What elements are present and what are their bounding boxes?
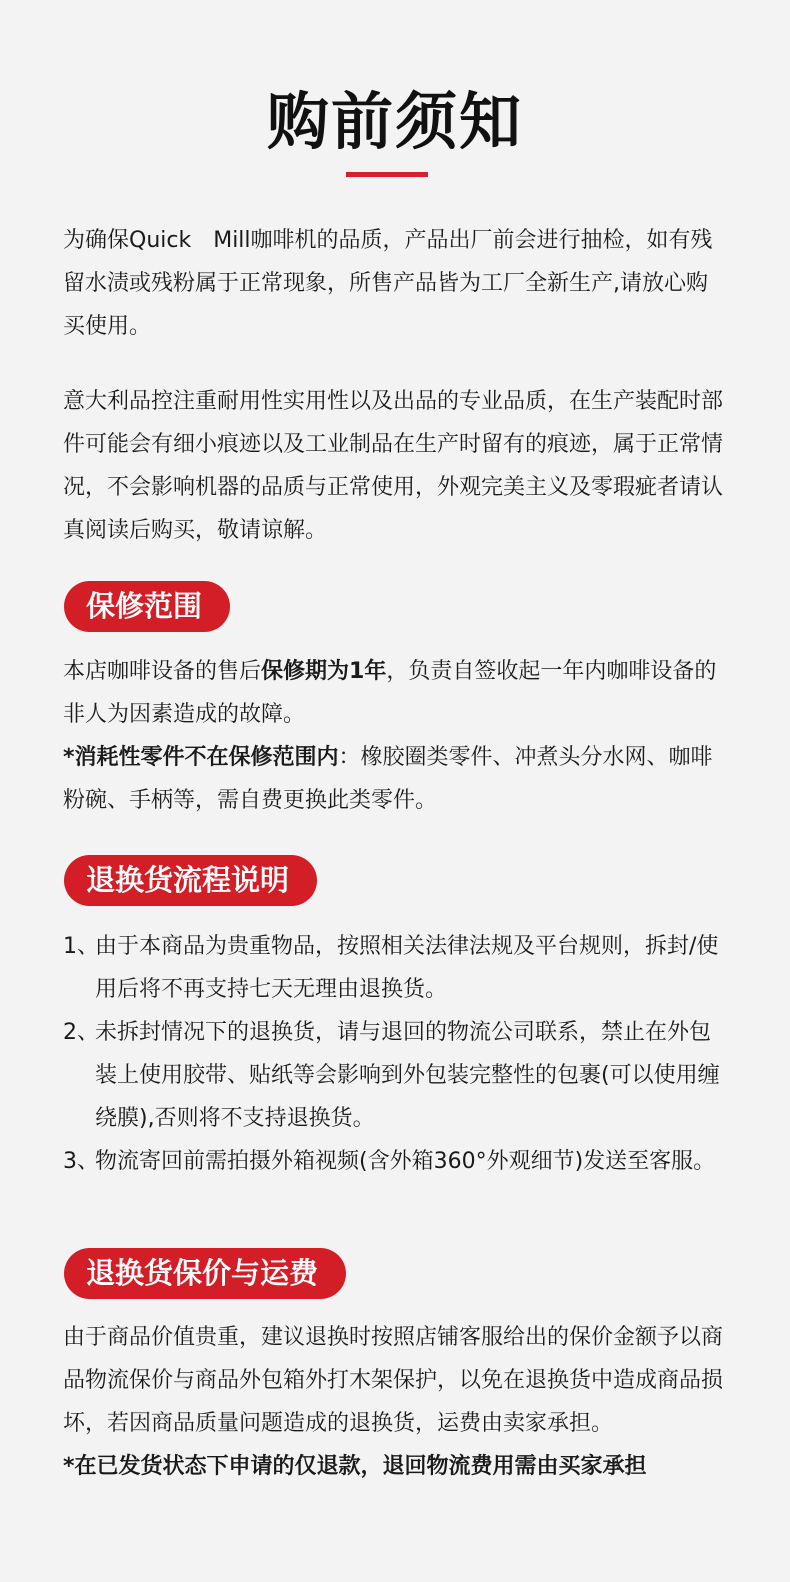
list-item-number: 3、 bbox=[63, 1149, 99, 1174]
intro-section bbox=[63, 219, 727, 348]
list-item bbox=[63, 925, 727, 1011]
warranty-text-c: ，负责自签收起一年内咖啡设备的非人为因素造成的故障。 bbox=[63, 659, 717, 727]
consumables-paragraph bbox=[63, 736, 727, 822]
shipping-heading: 退换货保价与运费 bbox=[64, 1248, 346, 1299]
refund-note: *在已发货状态下申请的仅退款，退回物流费用需由买家承担 bbox=[63, 1454, 647, 1479]
warranty-section bbox=[63, 650, 727, 822]
warranty-text-a: 本店咖啡设备的售后 bbox=[63, 659, 262, 684]
intro-section-2 bbox=[63, 380, 727, 552]
intro-paragraph-2: 意大利品控注重耐用性实用性以及出品的专业品质，在生产装配时部件可能会有细小痕迹以及工业制品在生产时留有的痕迹，属于正常情况，不会影响机器的品质与正常使用，外观完美主义及零瑕疵者请认真阅读后购买，敬请谅解。 bbox=[63, 389, 724, 543]
title-underline bbox=[346, 172, 428, 177]
list-item-number: 2、 bbox=[63, 1020, 99, 1045]
consumables-text: ：橡胶圈类零件、冲煮头分水网、咖啡粉碗、手柄等，需自费更换此类零件。 bbox=[63, 745, 713, 813]
shipping-section bbox=[63, 1316, 727, 1488]
warranty-paragraph bbox=[63, 650, 727, 736]
consumables-note: *消耗性零件不在保修范围内 bbox=[63, 745, 339, 770]
returns-section bbox=[63, 925, 727, 1183]
warranty-heading: 保修范围 bbox=[64, 581, 230, 632]
intro-paragraph-1: 为确保Quick Mill咖啡机的品质，产品出厂前会进行抽检，如有残留水渍或残粉属于正常现象，所售产品皆为工厂全新生产,请放心购买使用。 bbox=[63, 228, 713, 339]
shipping-paragraph: 由于商品价值贵重，建议退换时按照店铺客服给出的保价金额予以商品物流保价与商品外包箱外打木架保护，以免在退换货中造成商品损坏，若因商品质量问题造成的退换货，运费由卖家承担。 bbox=[63, 1325, 724, 1436]
list-item-text: 物流寄回前需拍摄外箱视频(含外箱360°外观细节)发送至客服。 bbox=[95, 1149, 716, 1174]
returns-heading: 退换货流程说明 bbox=[64, 855, 317, 906]
list-item bbox=[63, 1011, 727, 1140]
list-item-text: 未拆封情况下的退换货，请与退回的物流公司联系，禁止在外包装上使用胶带、贴纸等会影响到外包装完整性的包裹(可以使用缠绕膜),否则将不支持退换货。 bbox=[95, 1020, 720, 1131]
list-item bbox=[63, 1140, 727, 1183]
list-item-text: 由于本商品为贵重物品，按照相关法律法规及平台规则，拆封/使用后将不再支持七天无理由退换货。 bbox=[95, 934, 719, 1002]
list-item-number: 1、 bbox=[63, 934, 99, 959]
page-title: 购前须知 bbox=[266, 85, 523, 158]
warranty-period: 保修期为1年 bbox=[261, 659, 387, 684]
